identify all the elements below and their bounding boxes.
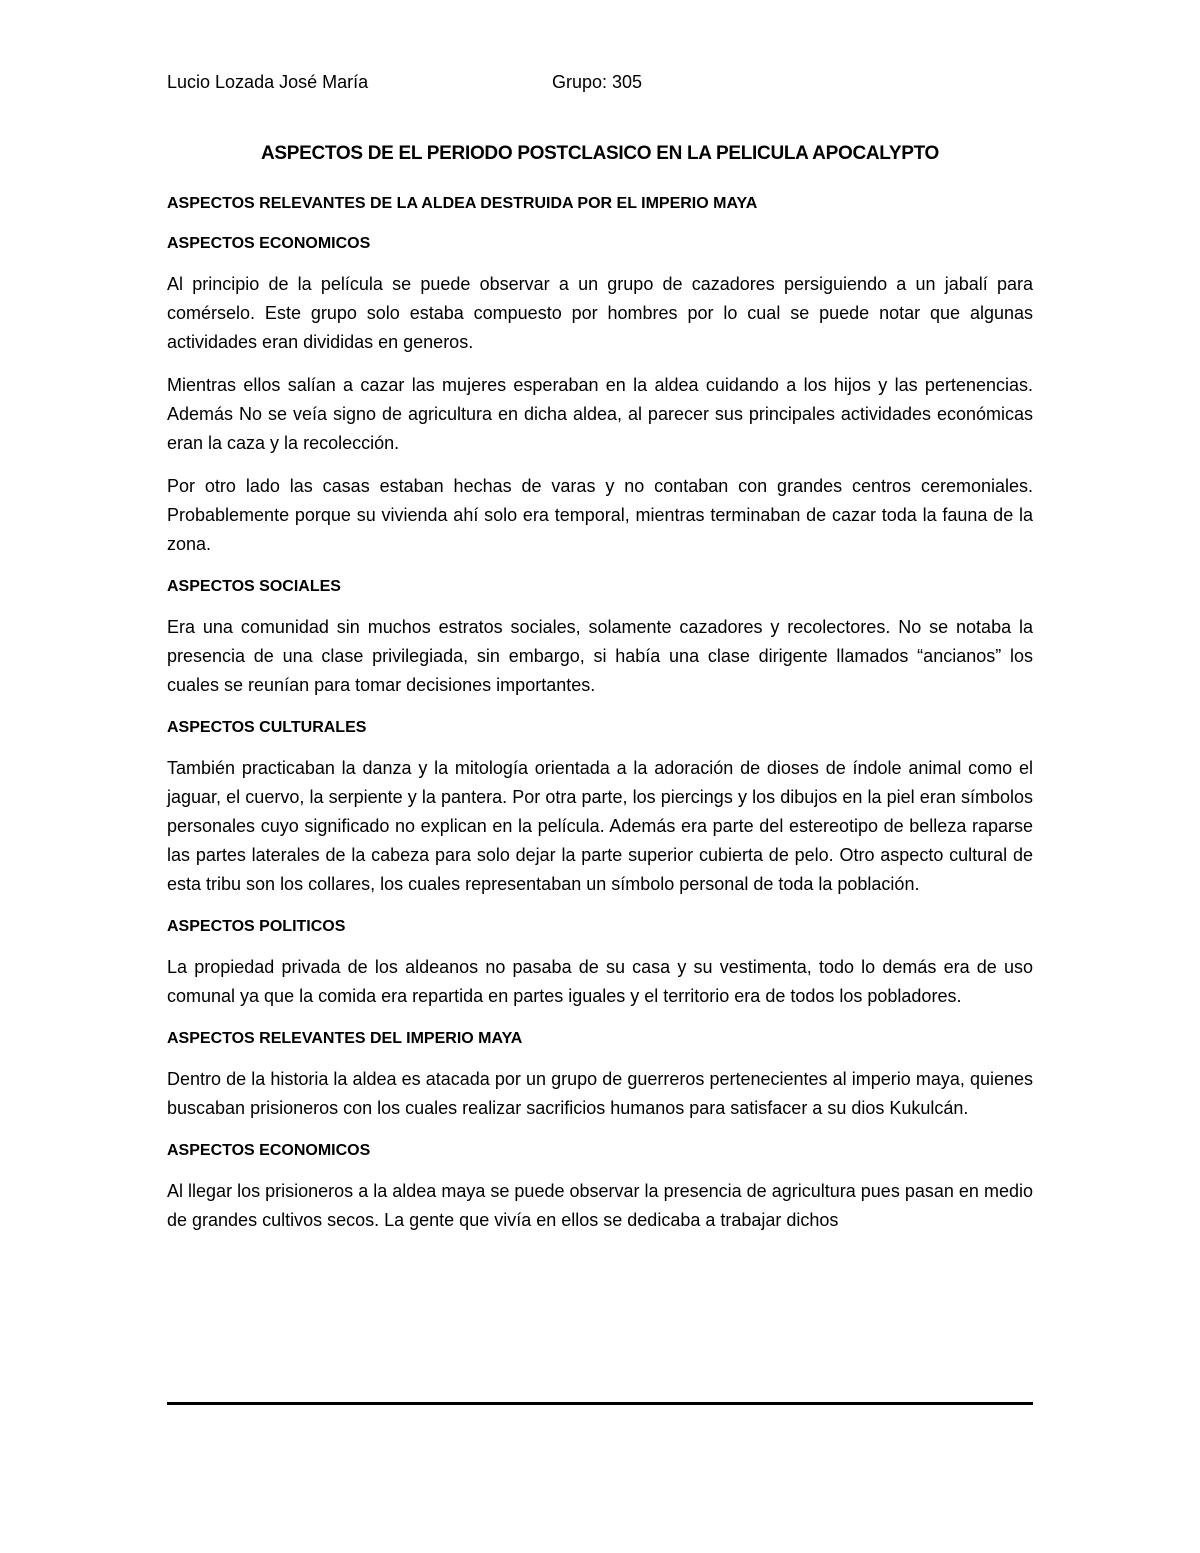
- footer-divider: [167, 1402, 1033, 1405]
- section-heading: ASPECTOS RELEVANTES DEL IMPERIO MAYA: [167, 1030, 523, 1047]
- group-label: Grupo: 305: [552, 72, 643, 92]
- paragraph: Mientras ellos salían a cazar las mujeres esperaban en la aldea cuidando a los hijos y las pertenencias. Además No se veía signo de agricultura en dicha aldea, al parecer sus principales actividades económicas eran la caza y la recolección.: [167, 375, 1033, 453]
- paragraph: La propiedad privada de los aldeanos no pasaba de su casa y su vestimenta, todo lo demás era de uso comunal ya que la comida era repartida en partes iguales y el territorio era de todos los pobladores.: [167, 957, 1033, 1006]
- section-heading: ASPECTOS ECONOMICOS: [167, 235, 371, 252]
- paragraph: También practicaban la danza y la mitología orientada a la adoración de dioses de índole animal como el jaguar, el cuervo, la serpiente y la pantera. Por otra parte, los piercings y los dibujos en la piel eran símbolos personales cuyo significado no explican en la película. Además era parte del estereotipo de belleza raparse las partes laterales de la cabeza para solo dejar la parte superior cubierta de pelo. Otro aspecto cultural de esta tribu son los collares, los cuales representaban un símbolo personal de toda la población.: [167, 758, 1033, 894]
- document-body: [167, 140, 1033, 1249]
- paragraph: Por otro lado las casas estaban hechas de varas y no contaban con grandes centros ceremoniales. Probablemente porque su vivienda ahí solo era temporal, mientras terminaban de cazar toda la fauna de la zona.: [167, 476, 1033, 554]
- section-heading: ASPECTOS ECONOMICOS: [167, 1142, 371, 1159]
- paragraph: Al llegar los prisioneros a la aldea maya se puede observar la presencia de agricultura pues pasan en medio de grandes cultivos secos. La gente que vivía en ellos se dedicaba a trabajar dichos: [167, 1181, 1033, 1230]
- paragraph: Al principio de la película se puede observar a un grupo de cazadores persiguiendo a un jabalí para comérselo. Este grupo solo estaba compuesto por hombres por lo cual se puede notar que algunas actividades eran divididas en generos.: [167, 274, 1033, 352]
- section-heading: ASPECTOS POLITICOS: [167, 918, 346, 935]
- document-title: ASPECTOS DE EL PERIODO POSTCLASICO EN LA PELICULA APOCALYPTO: [260, 143, 940, 164]
- page-header: [167, 72, 1033, 100]
- section-heading: ASPECTOS RELEVANTES DE LA ALDEA DESTRUIDA POR EL IMPERIO MAYA: [167, 195, 758, 212]
- section-heading: ASPECTOS CULTURALES: [167, 719, 367, 736]
- paragraph: Dentro de la historia la aldea es atacada por un grupo de guerreros pertenecientes al imperio maya, quienes buscaban prisioneros con los cuales realizar sacrificios humanos para satisfacer a su dios Kukulcán.: [167, 1069, 1033, 1118]
- section-heading: ASPECTOS SOCIALES: [167, 578, 341, 595]
- paragraph: Era una comunidad sin muchos estratos sociales, solamente cazadores y recolectores. No se notaba la presencia de una clase privilegiada, sin embargo, si había una clase dirigente llamados “ancianos” los cuales se reunían para tomar decisiones importantes.: [167, 617, 1033, 695]
- author-name: Lucio Lozada José María: [167, 72, 369, 92]
